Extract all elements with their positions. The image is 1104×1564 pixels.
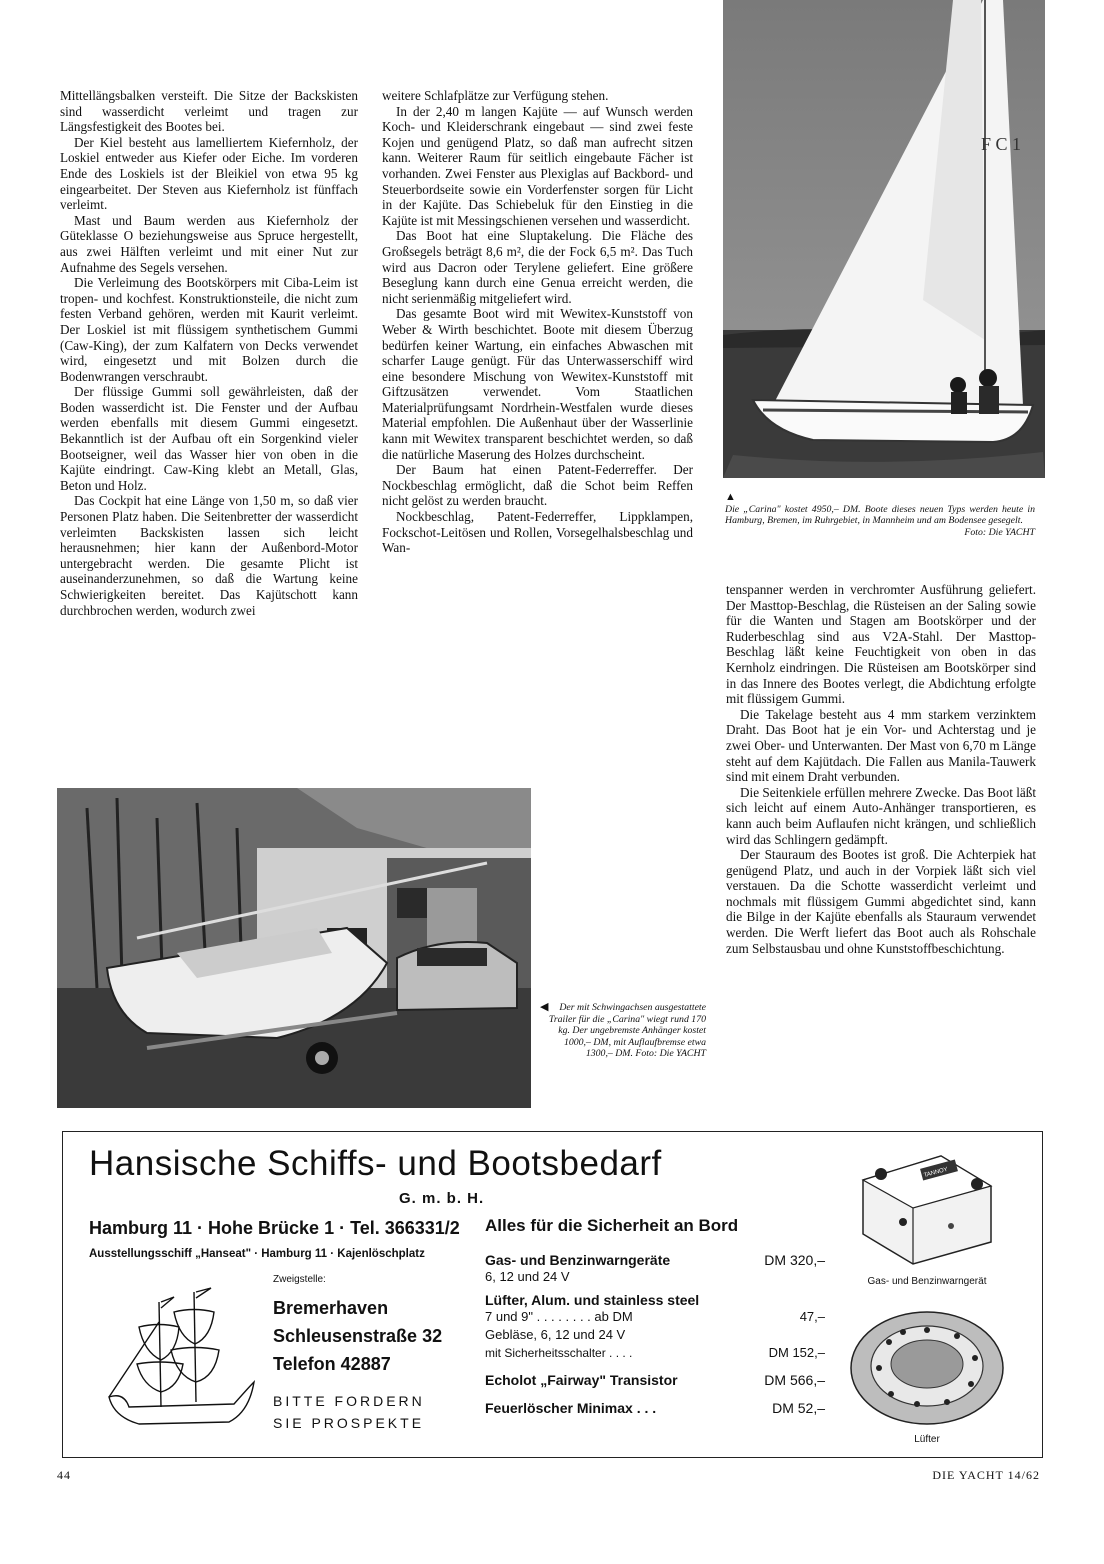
- gas-warning-device-image: [851, 1142, 1001, 1268]
- paragraph: Das gesamte Boot wird mit Wewitex-Kunststoff von Weber & Wirth beschichtet. Boote mit diesem Überzug bedürfen keiner Wartung, ein einfaches Abwaschen mit scharfer Lauge genügt. Für das Unterwasserschiff wird eine besondere Mischung von Wewitex-Kunststoff mit Giftzusätzen verwendet. Vom Staatlichen Materialprüfungsamt Nordrhein-Westfalen wurde dieses Material empfohlen. Die Außenhaut über der Wasserlinie kann mit Wewitex transparent beschichtet werden, so daß die natürliche Maserung des Holzes durchscheint.: [382, 306, 693, 462]
- ad-title: Hansische Schiffs- und Bootsbedarf: [89, 1144, 662, 1183]
- photo-caption-carina: [725, 492, 1035, 538]
- article-column-2: [382, 88, 693, 556]
- device-brand-label: TANNOY: [923, 1166, 949, 1179]
- ad-exhibition-ship: Ausstellungsschiff „Hanseat" · Hamburg 11 · Kajenlöschplatz: [89, 1248, 425, 1260]
- product-name: Gas- und Benzinwarngeräte: [485, 1252, 671, 1268]
- paragraph: Das Cockpit hat eine Länge von 1,50 m, so daß vier Personen Platz haben. Die Seitenbretter der wasserdicht verleimten Backskisten lassen sich leicht herausnehmen; hier kann der Außenbord-Motor untergebracht werden. Die gesamte Plicht ist auseinanderzunehmen, so daß die Wartung keine Schwierigkeiten bereitet. Das Kajütschott kann durchbrochen werden, wodurch zwei: [60, 493, 358, 618]
- product-name: Echolot „Fairway" Transistor: [485, 1372, 678, 1388]
- sailing-ship-icon: [99, 1282, 259, 1442]
- ad-product-item: [485, 1252, 825, 1286]
- product-name: Lüfter, Alum. und stainless steel: [485, 1292, 700, 1308]
- product-detail-line: 7 und 9" . . . . . . . . ab DM: [485, 1309, 633, 1324]
- product-price: DM 52,–: [772, 1400, 825, 1416]
- ad-branch-street: Schleusenstraße 32: [273, 1326, 443, 1346]
- ad-branch-label: Zweigstelle:: [273, 1274, 326, 1285]
- product-detail-line: mit Sicherheitsschalter . . . .: [485, 1346, 633, 1360]
- arrow-up-icon: ▲: [725, 491, 736, 503]
- article-column-3: [726, 582, 1036, 956]
- paragraph: Mast und Baum werden aus Kiefernholz der Güteklasse O beziehungsweise aus Spruce hergestellt, aus zwei Hälften verleimt und mit einer Nut zur Aufnahme des Segels versehen.: [60, 212, 358, 275]
- paragraph: Mittellängsbalken versteift. Die Sitze der Backskisten sind wasserdicht verleimt und tragen zur Längsfestigkeit des Bootes bei.: [60, 88, 358, 135]
- trailer-photo-image: [57, 788, 531, 1108]
- paragraph: In der 2,40 m langen Kajüte — auf Wunsch werden Koch- und Kleiderschrank eingebaut — sind zwei feste Kojen und genügend Platz, so daß man aufrecht sitzen kann. Weiterer Raum für seitlich eingebaute Fächer ist vorhanden. Zwei Fenster aus Plexiglas auf Backbord- und Steuerbordseite sowie ein Vorderfenster sorgen für Licht in der Kajüte. Das Schiebeluk für den Einstieg in die Kajüte ist mit Messingschienen versehen und wasserdicht.: [382, 103, 693, 228]
- sailboat-photo-image: [723, 0, 1045, 478]
- ad-branch: [273, 1294, 442, 1378]
- paragraph: Der Baum hat einen Patent-Federreffer. Der Nockbeschlag ermöglicht, daß die Schot beim Reffen nicht gelöst zu werden braucht.: [382, 462, 693, 509]
- arrow-left-icon: ◀: [540, 1001, 549, 1013]
- ad-product-item: [485, 1292, 825, 1362]
- caption-text: Der mit Schwingachsen ausgestattete Trailer für die „Carina" wiegt rund 170 kg. Der ungebremste Anhänger kostet 1000,– DM, mit Auflaufbremse etwa 1300,– DM.: [548, 1002, 706, 1060]
- ad-prospekte-line: SIE PROSPEKTE: [273, 1415, 425, 1431]
- product-detail: Gebläse, 6, 12 und 24 V: [485, 1327, 626, 1342]
- magazine-issue: DIE YACHT 14/62: [932, 1468, 1040, 1482]
- paragraph: Die Seitenkiele erfüllen mehrere Zwecke. Das Boot läßt sich leicht auf einem Auto-Anhänger transportieren, es kann auch beim Auflaufen nicht krängen, und schließlich wird das Schlingern gedämpft.: [726, 784, 1036, 847]
- paragraph: weitere Schlafplätze zur Verfügung stehen.: [382, 88, 609, 103]
- article-column-1: [60, 88, 358, 618]
- product-detail: [485, 1344, 825, 1362]
- trailer-photo: [57, 788, 531, 1108]
- ad-product-item: [485, 1400, 825, 1416]
- paragraph: Der Kiel besteht aus lamelliertem Kiefernholz, der Loskiel entweder aus Kiefer oder Eiche. Im vorderen Ende des Loskiels ist der Bleikiel von etwa 95 kg eingearbeitet. Der Steven aus Kiefernholz ist fünffach verleimt.: [60, 134, 358, 213]
- paragraph: Die Verleimung des Bootskörpers mit Ciba-Leim ist tropen- und kochfest. Konstruktionsteile, die nicht zum festen Verband gehören, werden mit Kaurit verleimt. Der Loskiel ist mit flüssigem synthetischem Gummi (Caw-King), der zum Kalfatern von Decks verwendet wird, eingesetzt und mit Bolzen durch die Bodenwrangen verschraubt.: [60, 275, 358, 384]
- ad-product-item: [485, 1372, 825, 1388]
- caption-credit: Foto: Die YACHT: [635, 1048, 706, 1060]
- product-price: DM 566,–: [764, 1372, 825, 1388]
- ad-heading: Alles für die Sicherheit an Bord: [485, 1216, 739, 1235]
- product-price: DM 152,–: [768, 1345, 825, 1360]
- product-price: DM 320,–: [764, 1252, 825, 1268]
- product-price: 47,–: [799, 1309, 825, 1324]
- paragraph: tenspanner werden in verchromter Ausführung geliefert. Der Masttop-Beschlag, die Rüsteisen an der Saling sowie für die Wanten und Stagen am Bootskörper und der Ruderbeschlag sind aus V2A-Stahl. Der Masttop-Beschlag läßt keine Feuchtigkeit von oben in das Kernholz eindringen. Die Rüsteisen am Bootskörper sind in das Innere des Bootes verlegt, die Abdichtung erfolgte mit flüssigem Gummi.: [726, 582, 1036, 707]
- photo-caption-trailer: [540, 1002, 706, 1060]
- product-detail: 6, 12 und 24 V: [485, 1269, 570, 1284]
- ad-branch-city: Bremerhaven: [273, 1298, 389, 1318]
- product-detail: [485, 1308, 825, 1326]
- paragraph: Der flüssige Gummi soll gewährleisten, daß der Boden wasserdicht ist. Die Fenster und der Aufbau werden ebenfalls mit diesem Gummi eingesetzt. Bekanntlich ist der Aufbau oft ein Sorgenkind vieler Bootseigner, weil das Wasser hier von oben in die Kajüte eindringt. Caw-King klebt an Metall, Glas, Beton und Holz.: [60, 384, 358, 493]
- ad-company-form: G. m. b. H.: [399, 1190, 485, 1207]
- paragraph: Die Takelage besteht aus 4 mm starkem verzinktem Draht. Das Boot hat je ein Vor- und Achterstag und je zwei Ober- und Unterwanten. Der Mast von 6,70 m Länge steht auf dem Kajütdach. Die Fallen aus Manila-Tauwerk sind mit einem Draht verbunden.: [726, 706, 1036, 785]
- ad-prospekte: [273, 1390, 425, 1434]
- ad-caption-gas: Gas- und Benzinwarngerät: [867, 1276, 987, 1287]
- paragraph: Nockbeschlag, Patent-Federreffer, Lippklampen, Fockschot-Leitösen und Rollen, Vorsegelhalsbeschlag und Wan-: [382, 509, 693, 556]
- ventilator-image: [847, 1308, 1007, 1428]
- ad-branch-phone: Telefon 42887: [273, 1354, 391, 1374]
- ad-address: Hamburg 11 · Hohe Brücke 1 · Tel. 366331/2: [89, 1218, 460, 1238]
- ad-caption-luefter: Lüfter: [914, 1434, 940, 1445]
- sailboat-photo: [723, 0, 1045, 478]
- sail-number: F C 1: [981, 134, 1022, 154]
- product-name: Feuerlöscher Minimax . . .: [485, 1400, 657, 1416]
- ad-prospekte-line: BITTE FORDERN: [273, 1393, 425, 1409]
- page-number: 44: [57, 1468, 71, 1482]
- ad-product-list: [485, 1252, 825, 1422]
- advertisement: [62, 1131, 1043, 1458]
- caption-text: Die „Carina" kostet 4950,– DM. Boote dieses neuen Typs werden heute in Hamburg, Bremen, im Ruhrgebiet, in Mannheim und am Bodensee gesegelt.: [725, 503, 1035, 527]
- caption-credit: Foto: Die YACHT: [964, 526, 1035, 538]
- paragraph: Der Stauraum des Bootes ist groß. Die Achterpiek hat genügend Platz, und auch in der Vorpiek läßt sich viel verstauen. Da die Schotte wasserdicht verleimt und nochmals mit flüssigem Gummi abgedichtet sind, kann die Bilge in der Kajüte ebenfalls als Stauraum verwendet werden. Die Werft liefert das Boot auch als Rohschale zum Selbstausbau und ohne Kunststoffbeschichtung.: [726, 847, 1036, 956]
- paragraph: Das Boot hat eine Sluptakelung. Die Fläche des Großsegels beträgt 8,6 m², die der Fock 6,5 m². Das Tuch wird aus Dacron oder Terylene geliefert. Eine größere Beseglung kann durch eine Genua erreicht werden, die nicht serienmäßig mitgeliefert wird.: [382, 228, 693, 306]
